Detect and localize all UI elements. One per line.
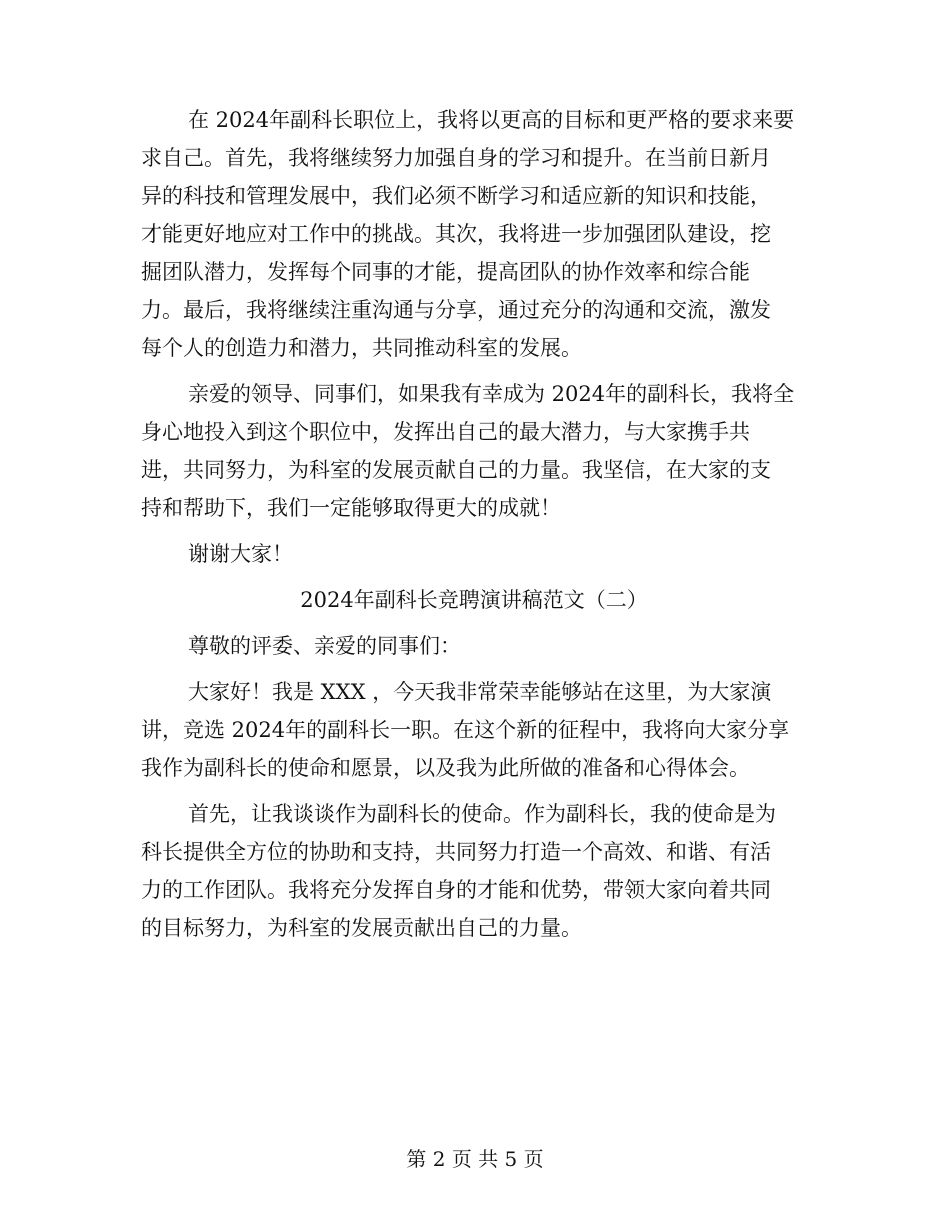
paragraph-line: 异的科技和管理发展中，我们必须不断学习和适应新的知识和技能，: [141, 184, 771, 208]
closing-line: 谢谢大家！: [188, 542, 293, 566]
paragraph-line: 亲爱的领导、同事们，如果我有幸成为 2024年的副科长，我将全: [188, 382, 795, 406]
paragraph-3: [141, 673, 807, 787]
paragraph-line: 持和帮助下，我们一定能够取得更大的成就！: [141, 496, 561, 520]
paragraph-line: 力的工作团队。我将充分发挥自身的才能和优势，带领大家向着共同: [141, 878, 771, 902]
page-number-footer: 第 2 页 共 5 页: [406, 1147, 544, 1171]
paragraph-line: 力。最后，我将继续注重沟通与分享，通过充分的沟通和交流，激发: [141, 298, 771, 322]
paragraph-line: 身心地投入到这个职位中，发挥出自己的最大潜力，与大家携手共: [141, 420, 750, 444]
paragraph-line: 大家好！我是 XXX ，今天我非常荣幸能够站在这里，为大家演: [188, 680, 772, 704]
paragraph-line: 进，共同努力，为科室的发展贡献自己的力量。我坚信，在大家的支: [141, 458, 771, 482]
paragraph-2: [141, 375, 807, 527]
paragraph-line: 首先，让我谈谈作为副科长的使命。作为副科长，我的使命是为: [188, 802, 776, 826]
salutation: 尊敬的评委、亲爱的同事们：: [188, 634, 461, 658]
paragraph-line: 讲，竞选 2024年的副科长一职。在这个新的征程中，我将向大家分享: [141, 718, 790, 742]
paragraph-line: 才能更好地应对工作中的挑战。其次，我将进一步加强团队建设，挖: [141, 222, 771, 246]
section-title: 2024年副科长竞聘演讲稿范文（二）: [300, 588, 648, 612]
paragraph-line: 我作为副科长的使命和愿景，以及我为此所做的准备和心得体会。: [141, 756, 750, 780]
paragraph-line: 的目标努力，为科室的发展贡献出自己的力量。: [141, 916, 582, 940]
paragraph-line: 在 2024年副科长职位上，我将以更高的目标和更严格的要求来要: [188, 108, 795, 132]
paragraph-line: 每个人的创造力和潜力，共同推动科室的发展。: [141, 336, 582, 360]
paragraph-line: 科长提供全方位的协助和支持，共同努力打造一个高效、和谐、有活: [141, 840, 771, 864]
paragraph-4: [141, 795, 807, 947]
paragraph-line: 求自己。首先，我将继续努力加强自身的学习和提升。在当前日新月: [141, 146, 771, 170]
paragraph-line: 掘团队潜力，发挥每个同事的才能，提高团队的协作效率和综合能: [141, 260, 750, 284]
paragraph-1: [141, 101, 807, 367]
document-body: [141, 101, 807, 947]
